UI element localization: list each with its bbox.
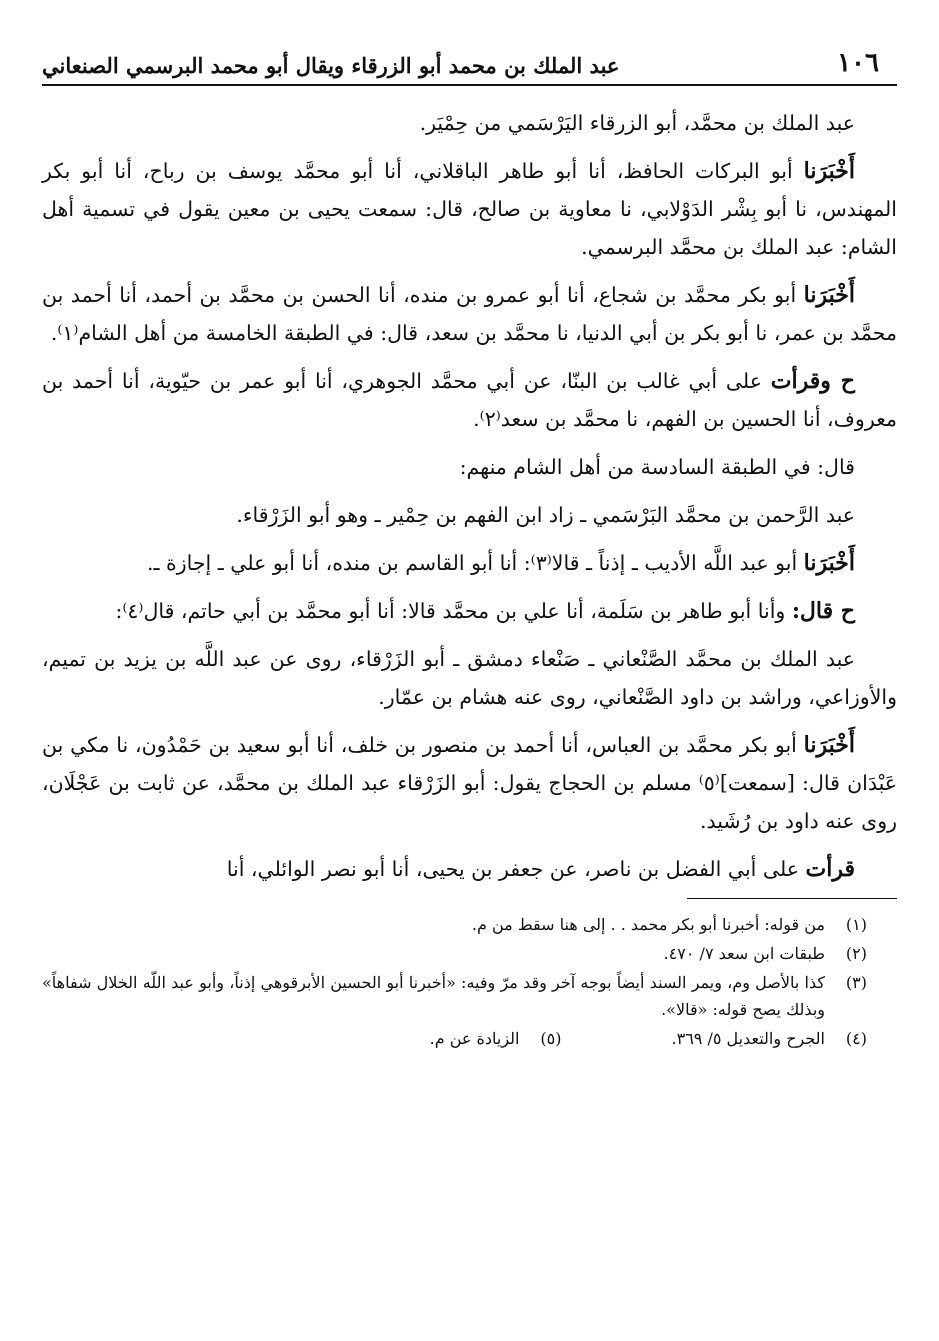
footnote-row: [42, 1025, 867, 1054]
paragraph-lead: أَخْبَرَنا: [803, 158, 855, 184]
paragraph-text: عبد الرَّحمن بن محمَّد البَرْسَمي ـ زاد ابن الفهم بن حِمْير ـ وهو أبو الزَرْقاء.: [236, 503, 855, 527]
footnote-3: [42, 969, 867, 1023]
footnote-2: [42, 940, 867, 967]
paragraph-lead: ح وقرأت: [770, 368, 855, 394]
footnote-5: [430, 1025, 562, 1052]
footnote-number: (٢): [845, 944, 867, 963]
footnote-divider: [687, 898, 897, 899]
paragraph-8: [42, 592, 897, 630]
main-text: [42, 104, 897, 888]
paragraph-11: [42, 850, 897, 888]
footnote-text: طبقات ابن سعد ٧/ ٤٧٠.: [663, 944, 825, 963]
paragraph-4: [42, 362, 897, 438]
paragraph-text: وأنا أبو طاهر بن سَلَمة، أنا علي بن محمَّد قالا: أنا أبو محمَّد بن أبي حاتم، قال⁽٤⁾:: [115, 599, 792, 623]
paragraph-lead: أَخْبَرَنا: [803, 282, 855, 308]
running-head: [42, 30, 897, 86]
paragraph-7: [42, 544, 897, 582]
paragraph-text: أبو البركات الحافظ، أنا أبو طاهر الباقلاني، أنا أبو محمَّد يوسف بن رباح، أنا أبو بكر المهندس، نا أبو بِشْر الدَوْلابي، نا معاوية بن صالح، قال: سمعت يحيى بن معين يقول في تسمية أهل الشام: عبد الملك بن محمَّد البرسمي.: [42, 159, 897, 259]
paragraph-text: على أبي غالب بن البنّا، عن أبي محمَّد الجوهري، أنا أبو عمر بن حيّوية، أنا أحمد بن معروف، أنا الحسين بن الفهم، نا محمَّد بن سعد⁽٢⁾.: [42, 369, 897, 431]
paragraph-6: [42, 496, 897, 534]
footnote-text: الزيادة عن م.: [429, 1029, 520, 1048]
footnote-1: [42, 911, 867, 938]
paragraph-text: عبد الملك بن محمَّد، أبو الزرقاء اليَرْسَمي من حِمْيَر.: [419, 111, 855, 135]
paragraph-3: [42, 276, 897, 352]
running-head-title: عبد الملك بن محمد أبو الزرقاء ويقال أبو محمد البرسمي الصنعاني: [42, 53, 620, 78]
paragraph-5: [42, 448, 897, 486]
page-number: ١٠٦: [837, 48, 879, 78]
paragraph-text: أبو عبد اللَّه الأديب ـ إذناً ـ قالا⁽٣⁾: أنا أبو القاسم بن منده، أنا أبو علي ـ إجازة ـ.: [146, 551, 804, 575]
footnote-text: من قوله: أخبرنا أبو بكر محمد . . إلى هنا سقط من م.: [471, 915, 825, 934]
paragraph-text: أبو بكر محمَّد بن العباس، أنا أحمد بن منصور بن خلف، أنا أبو سعيد بن حَمْدُون، نا مكي بن عَبْدَان قال: [سمعت]⁽٥⁾ مسلم بن الحجاج يقول: أبو الزَرْقاء عبد الملك بن محمَّد، عن ثابت بن عَجْلَان، روى عنه داود بن رُشَيد.: [42, 733, 898, 833]
paragraph-2: [42, 152, 897, 266]
paragraph-lead: أَخْبَرَنا: [803, 732, 855, 758]
footnote-4: [672, 1025, 868, 1052]
footnotes: [42, 911, 897, 1054]
paragraph-lead: قرأت: [805, 856, 855, 882]
footnote-number: (٣): [845, 973, 867, 992]
paragraph-9: [42, 640, 897, 716]
paragraph-text: على أبي الفضل بن ناصر، عن جعفر بن يحيى، أنا أبو نصر الوائلي، أنا: [226, 857, 806, 881]
paragraph-10: [42, 726, 897, 840]
footnote-number: (١): [845, 915, 867, 934]
footnote-text: الجرح والتعديل ٥/ ٣٦٩.: [671, 1029, 825, 1048]
paragraph-text: عبد الملك بن محمَّد الصَّنْعاني ـ صَنْعاء دمشق ـ أبو الزَرْقاء، روى عن عبد اللَّه بن يزيد بن تميم، والأوزاعي، وراشد بن داود الصَّنْعاني، روى عنه هشام بن عمّار.: [42, 647, 897, 709]
footnote-number: (٤): [845, 1029, 867, 1048]
paragraph-text: قال: في الطبقة السادسة من أهل الشام منهم:: [459, 455, 855, 479]
footnote-number: (٥): [540, 1029, 562, 1048]
footnote-text: كذا بالأصل وم، ويمر السند أيضاً بوجه آخر وقد مرّ وفيه: «أخبرنا أبو الحسين الأبرقوهي إذناً، وأبو عبد اللّه الخلال شفاهاً» وبذلك يصح قوله: «قالا».: [42, 973, 825, 1019]
paragraph-1: [42, 104, 897, 142]
paragraph-lead: أَخْبَرَنا: [803, 550, 855, 576]
paragraph-lead: ح قال:: [791, 598, 855, 624]
paragraph-text: أبو بكر محمَّد بن شجاع، أنا أبو عمرو بن منده، أنا الحسن بن محمَّد بن أحمد، أنا أحمد بن محمَّد بن عمر، نا أبو بكر بن أبي الدنيا، نا محمَّد بن سعد، قال: في الطبقة الخامسة من أهل الشام⁽١⁾.: [42, 283, 897, 345]
